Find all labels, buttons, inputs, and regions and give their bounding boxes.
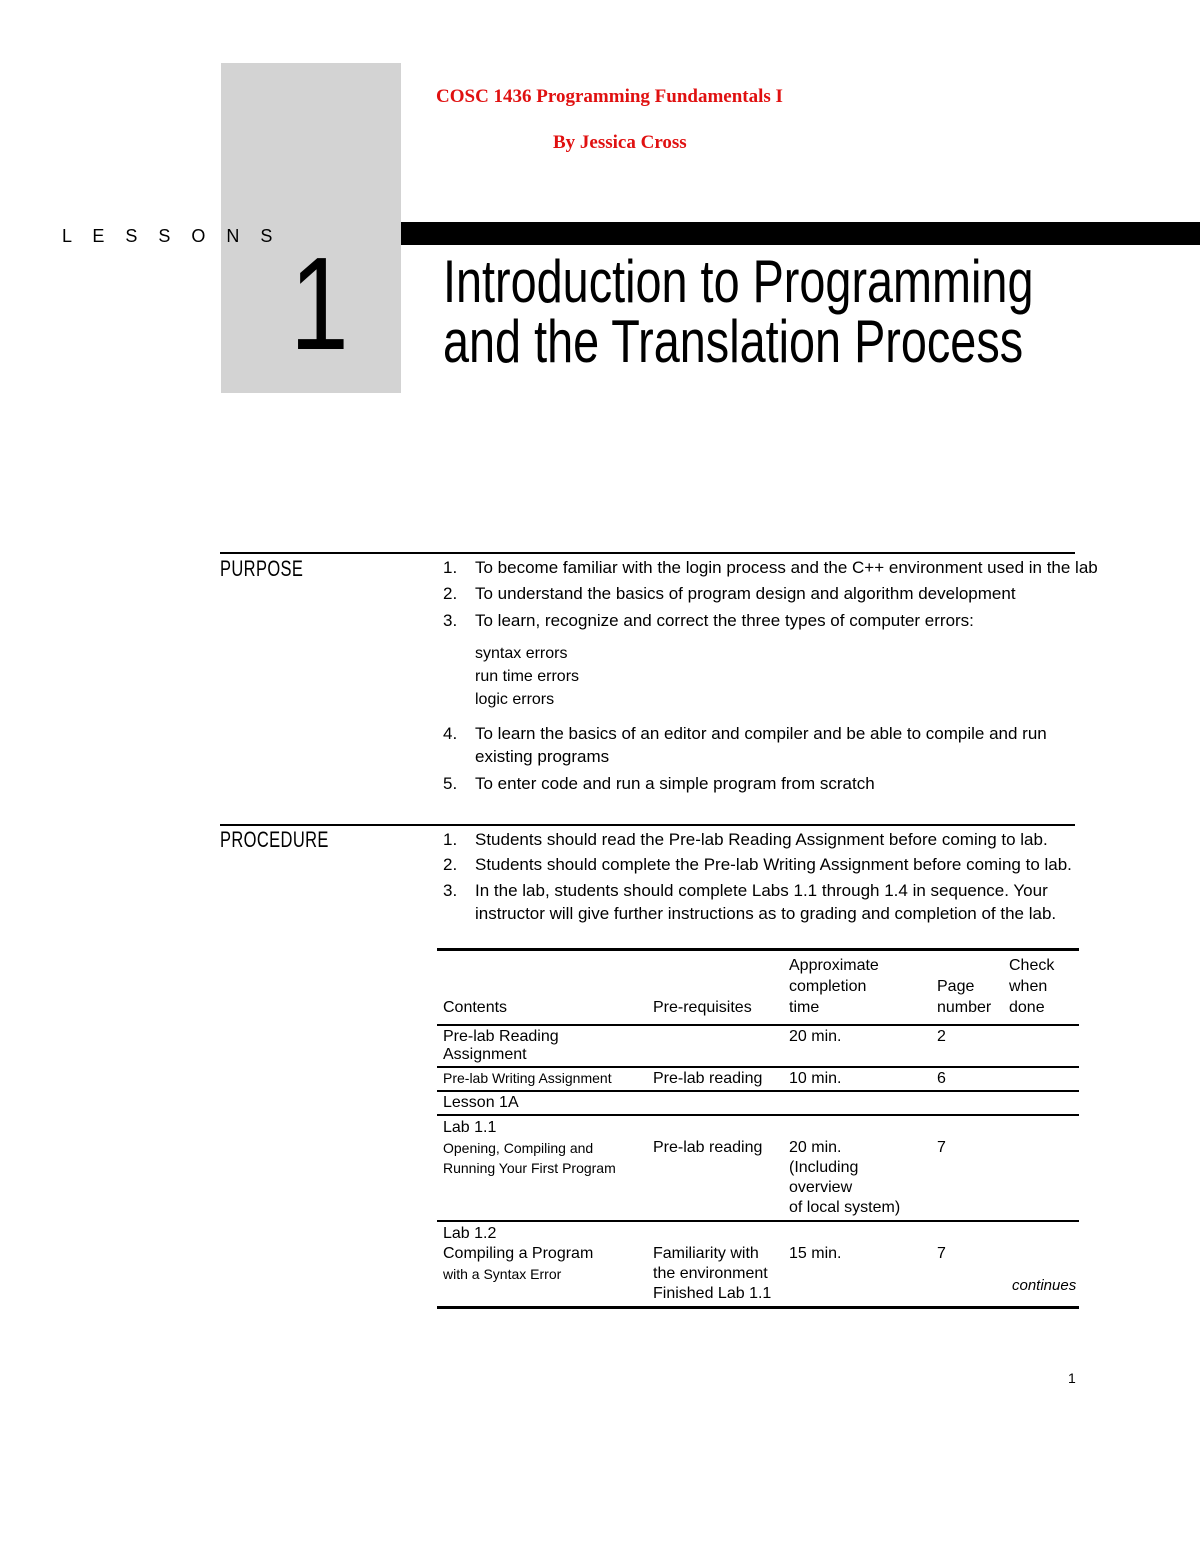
header-page: [931, 950, 1003, 1026]
cell-page: 6: [937, 1070, 946, 1087]
header-check: [1003, 950, 1079, 1026]
page-value: 7: [937, 1245, 946, 1262]
header-time-line: time: [789, 999, 820, 1016]
procedure-item-number: 3.: [443, 881, 458, 900]
error-type: logic errors: [475, 691, 555, 708]
course-title: COSC 1436 Programming Fundamentals I: [436, 86, 783, 107]
cell-contents: Pre-lab Reading Assignment: [443, 1028, 559, 1063]
cell-page: [931, 1091, 1003, 1115]
purpose-label: PURPOSE: [220, 556, 304, 581]
cell-contents: [437, 1221, 647, 1308]
continues-note: continues: [1012, 1277, 1077, 1294]
purpose-rule: [220, 552, 1075, 554]
table-row: [437, 1221, 1079, 1308]
cell-prerequisites: [647, 1115, 783, 1221]
chapter-title-line-1: Introduction to Programming: [443, 248, 1034, 315]
cell-check: [1003, 1091, 1079, 1115]
header-time: [783, 950, 931, 1026]
cell-check: [1003, 1115, 1079, 1221]
purpose-item-text: To learn, recognize and correct the three types of computer errors:: [475, 611, 974, 630]
header-page-line: Page: [937, 978, 975, 995]
purpose-item-number: 4.: [443, 724, 458, 743]
lessons-label: L E S S O N S: [62, 226, 281, 246]
lab-description: Running Your First Program: [443, 1160, 616, 1176]
header-contents: Contents: [443, 999, 508, 1016]
header-check-line: when: [1009, 978, 1048, 995]
header-time-line: completion: [789, 978, 867, 995]
table-row: [437, 1025, 1079, 1067]
lab-title: Lab 1.1: [443, 1119, 497, 1136]
cell-time: [783, 1091, 931, 1115]
header-page-line: number: [937, 999, 992, 1016]
procedure-item-text-continued: instructor will give further instructions as to grading and completion of the lab.: [475, 904, 1057, 923]
header-check-line: Check: [1009, 957, 1055, 974]
page-value: 7: [937, 1139, 946, 1156]
author-line: By Jessica Cross: [553, 132, 687, 153]
error-type: run time errors: [475, 668, 580, 685]
cell-page: [931, 1221, 1003, 1308]
time-line: 15 min.: [789, 1245, 842, 1262]
purpose-item: [443, 722, 1083, 768]
purpose-item-text: To understand the basics of program design and algorithm development: [475, 584, 1016, 603]
purpose-item-number: 3.: [443, 611, 458, 630]
purpose-item-text: To enter code and run a simple program from scratch: [475, 774, 875, 793]
header-check-line: done: [1009, 999, 1045, 1016]
chapter-title-line-2: and the Translation Process: [443, 308, 1024, 375]
time-line: of local system): [789, 1199, 901, 1216]
cell-prerequisites: [647, 1025, 783, 1067]
lab-schedule-table: [437, 948, 1079, 1309]
table-row: [437, 1091, 1079, 1115]
error-type: syntax errors: [475, 645, 568, 662]
prereq-line: Finished Lab 1.1: [653, 1285, 772, 1302]
purpose-item-text: To become familiar with the login process and the C++ environment used in the lab: [475, 558, 1098, 577]
cell-check: [1003, 1067, 1079, 1091]
prereq-line: Familiarity with: [653, 1245, 759, 1262]
cell-page: [931, 1115, 1003, 1221]
purpose-item-text: To learn the basics of an editor and compiler and be able to compile and run: [475, 724, 1047, 743]
lab-description: Compiling a Program: [443, 1245, 594, 1262]
cell-contents: Lesson 1A: [443, 1094, 519, 1111]
purpose-item-number: 2.: [443, 584, 458, 603]
purpose-item: [443, 609, 1083, 632]
cell-time: 10 min.: [789, 1070, 842, 1087]
time-line: 20 min.: [789, 1139, 842, 1156]
procedure-item-text: Students should read the Pre-lab Reading Assignment before coming to lab.: [475, 830, 1048, 849]
purpose-item: [443, 582, 1083, 605]
cell-check: [1003, 1025, 1079, 1067]
chapter-number: 1: [290, 230, 349, 377]
procedure-item-number: 1.: [443, 830, 458, 849]
header-time-line: Approximate: [789, 957, 879, 974]
prereq-line: the environment: [653, 1265, 768, 1282]
title-bar: [401, 222, 1200, 245]
purpose-item: [443, 556, 1098, 579]
cell-time: 20 min.: [789, 1028, 842, 1045]
cell-contents: Pre-lab Writing Assignment: [443, 1070, 612, 1086]
time-line: (Including overview: [789, 1159, 859, 1196]
purpose-item: [443, 772, 1083, 795]
cell-time: [783, 1115, 931, 1221]
procedure-item: [443, 828, 1083, 851]
cell-check: [1003, 1221, 1079, 1308]
prereq-line: Pre-lab reading: [653, 1139, 763, 1156]
lab-description: with a Syntax Error: [443, 1266, 562, 1282]
procedure-item: [443, 879, 1083, 925]
procedure-item-text: Students should complete the Pre-lab Writing Assignment before coming to lab.: [475, 855, 1072, 874]
cell-time: [783, 1221, 931, 1308]
lab-title: Lab 1.2: [443, 1225, 497, 1242]
cell-prerequisites: Pre-lab reading: [653, 1070, 763, 1087]
procedure-label: PROCEDURE: [220, 827, 329, 852]
page-number: 1: [1068, 1370, 1076, 1386]
table-header-row: [437, 950, 1079, 1026]
chapter-title: [443, 248, 1034, 375]
table-row: [437, 1067, 1079, 1091]
purpose-item-text-continued: existing programs: [475, 747, 610, 766]
procedure-item-text: In the lab, students should complete Labs 1.1 through 1.4 in sequence. Your: [475, 881, 1048, 900]
purpose-item-number: 1.: [443, 558, 458, 577]
header-prerequisites: Pre-requisites: [653, 999, 752, 1016]
procedure-item: [443, 853, 1083, 876]
table-row: [437, 1115, 1079, 1221]
error-types-list: [475, 642, 579, 711]
cell-prerequisites: [647, 1091, 783, 1115]
purpose-item-number: 5.: [443, 774, 458, 793]
cell-contents: [437, 1115, 647, 1221]
procedure-rule: [220, 824, 1075, 826]
cell-page: 2: [937, 1028, 946, 1045]
cell-prerequisites: [647, 1221, 783, 1308]
lab-description: Opening, Compiling and: [443, 1140, 594, 1156]
procedure-item-number: 2.: [443, 855, 458, 874]
